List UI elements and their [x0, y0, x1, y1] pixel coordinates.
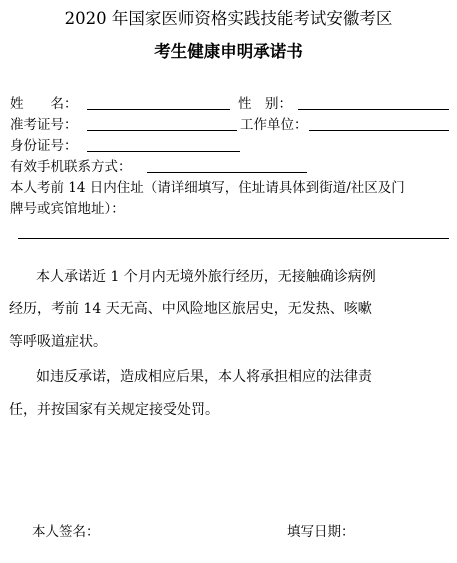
phone-field[interactable] — [147, 172, 307, 173]
exam-id-field[interactable] — [87, 130, 237, 131]
pledge-p1-line3: 等呼吸道症状。 — [9, 334, 107, 350]
pledge-p1-line2: 经历，考前 14 天无高、中风险地区旅居史，无发热、咳嗽 — [9, 301, 372, 317]
gender-label: 性 别： — [238, 96, 292, 112]
id-card-field[interactable] — [87, 151, 240, 152]
pledge-p2-line1: 如违反承诺，造成相应后果，本人将承担相应的法律责 — [36, 369, 372, 385]
address-field[interactable] — [18, 238, 449, 239]
phone-label: 有效手机联系方式： — [10, 159, 132, 175]
address-label-line1: 本人考前 14 日内住址（请详细填写，住址请具体到街道/社区及门 — [10, 180, 405, 196]
name-field[interactable] — [87, 109, 230, 110]
signature-label: 本人签名： — [32, 524, 100, 540]
work-unit-field[interactable] — [309, 130, 449, 131]
name-label: 姓 名： — [10, 96, 78, 112]
pledge-p2-line2: 任，并按国家有关规定接受处罚。 — [9, 402, 219, 418]
id-card-label: 身份证号： — [10, 138, 78, 154]
gender-field[interactable] — [298, 109, 449, 110]
document-title: 2020 年国家医师资格实践技能考试安徽考区 — [64, 9, 393, 28]
pledge-p1-line1: 本人承诺近 1 个月内无境外旅行经历，无接触确诊病例 — [36, 269, 376, 285]
address-label-line2: 牌号或宾馆地址）： — [10, 201, 125, 217]
document-subtitle: 考生健康申明承诺书 — [154, 42, 303, 61]
work-unit-label: 工作单位： — [240, 117, 308, 133]
date-label: 填写日期： — [287, 524, 355, 540]
exam-id-label: 准考证号： — [10, 117, 78, 133]
